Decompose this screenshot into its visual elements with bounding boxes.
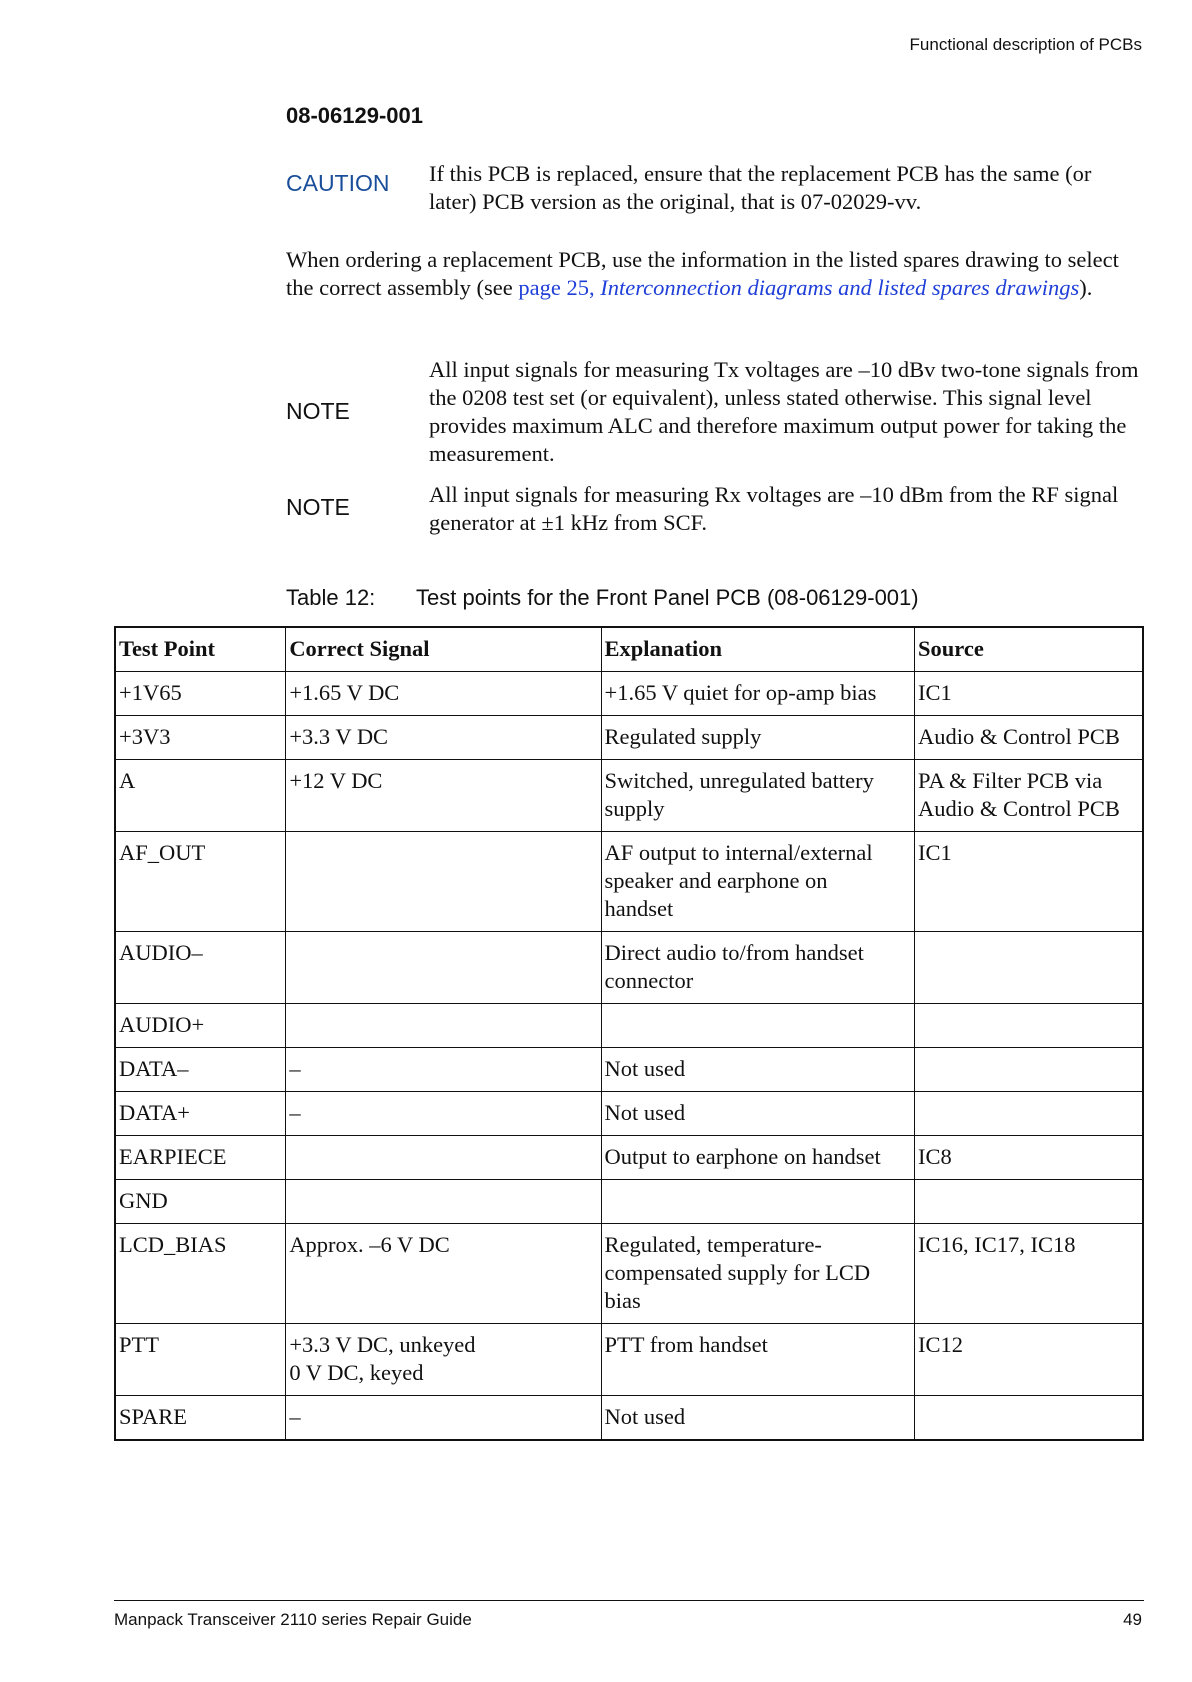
table-cell: +1.65 V DC [286,672,601,716]
table-cell: AF_OUT [115,832,286,932]
table-cell [286,1136,601,1180]
ordering-text-before: When ordering a replacement PCB, use the information in the listed spares drawing to select the correct assembly (see [286,247,1119,300]
table-cell: AF output to internal/external speaker and earphone on handset [601,832,914,932]
table-cell [915,1004,1144,1048]
table-row [115,1224,1143,1324]
table-row [115,932,1143,1004]
table-cell: AUDIO+ [115,1004,286,1048]
table-header-row [115,627,1143,672]
table-cell [915,932,1144,1004]
table-caption-number: Table 12: [286,585,376,610]
table-cell: Audio & Control PCB [915,716,1144,760]
ordering-text-after: ). [1079,275,1093,300]
test-points-table [114,626,1144,1441]
table-row [115,832,1143,932]
table-cell: LCD_BIAS [115,1224,286,1324]
table-cell: Switched, unregulated battery supply [601,760,914,832]
footer-divider [114,1600,1144,1601]
table-cell: GND [115,1180,286,1224]
table-row [115,1004,1143,1048]
table-cell: Output to earphone on handset [601,1136,914,1180]
table-cell: +3.3 V DC, unkeyed 0 V DC, keyed [286,1324,601,1396]
note-label: NOTE [286,494,350,520]
table-cell: PTT from handset [601,1324,914,1396]
footer-document-title: Manpack Transceiver 2110 series Repair Guide [114,1610,472,1629]
table-cell: +1.65 V quiet for op-amp bias [601,672,914,716]
table-cell: IC1 [915,832,1144,932]
table-cell [286,832,601,932]
table-cell: EARPIECE [115,1136,286,1180]
table-cell: A [115,760,286,832]
note-text: All input signals for measuring Tx voltages are –10 dBv two-tone signals from the 0208 test set (or equivalent), unless stated otherwise. This signal level provides maximum ALC and therefore maximum output power for taking the measurement. [429,357,1139,466]
column-header: Test Point [115,627,286,672]
table-cell: DATA+ [115,1092,286,1136]
ordering-paragraph [286,246,1146,302]
table-cell: IC16, IC17, IC18 [915,1224,1144,1324]
xref-title-link[interactable]: Interconnection diagrams and listed spares drawings [600,275,1080,300]
table-cell [286,932,601,1004]
table-cell: AUDIO– [115,932,286,1004]
table-cell: IC1 [915,672,1144,716]
table-cell: IC8 [915,1136,1144,1180]
table-cell [601,1180,914,1224]
table-cell [286,1004,601,1048]
table-cell [915,1092,1144,1136]
table-cell: Not used [601,1396,914,1441]
note-text: All input signals for measuring Rx voltages are –10 dBm from the RF signal generator at ±1 kHz from SCF. [429,482,1119,535]
table-cell: DATA– [115,1048,286,1092]
table-row [115,1048,1143,1092]
caution-block [286,160,1141,216]
table-row [115,1092,1143,1136]
table-cell [915,1396,1144,1441]
note-label: NOTE [286,398,350,424]
table-cell: IC12 [915,1324,1144,1396]
table-row [115,1136,1143,1180]
table-cell [601,1004,914,1048]
table-cell [915,1180,1144,1224]
table-cell [915,1048,1144,1092]
caution-label: CAUTION [286,170,390,196]
table-cell: – [286,1048,601,1092]
table-cell: Not used [601,1048,914,1092]
table-row [115,1396,1143,1441]
column-header: Source [915,627,1144,672]
column-header: Correct Signal [286,627,601,672]
column-header: Explanation [601,627,914,672]
note-block [286,481,1141,537]
table-cell: Not used [601,1092,914,1136]
caution-text: If this PCB is replaced, ensure that the replacement PCB has the same (or later) PCB version as the original, that is 07-02029-vv. [429,161,1092,214]
table-cell: PTT [115,1324,286,1396]
table-row [115,760,1143,832]
table-cell: Regulated, temperature- compensated supply for LCD bias [601,1224,914,1324]
table-cell: PA & Filter PCB via Audio & Control PCB [915,760,1144,832]
xref-page-link[interactable]: page 25, [518,275,601,300]
table-row [115,716,1143,760]
running-header: Functional description of PCBs [909,35,1142,54]
table-row [115,1180,1143,1224]
table-cell: Approx. –6 V DC [286,1224,601,1324]
table-row [115,672,1143,716]
table-cell: +3V3 [115,716,286,760]
table-cell: SPARE [115,1396,286,1441]
table-cell: +3.3 V DC [286,716,601,760]
table-cell: – [286,1396,601,1441]
table-row [115,1324,1143,1396]
table-cell: Direct audio to/from handset connector [601,932,914,1004]
table-cell: – [286,1092,601,1136]
page-number: 49 [1123,1610,1142,1629]
table-caption-title: Test points for the Front Panel PCB (08-06129-001) [416,585,919,610]
note-block [286,356,1141,468]
table-cell: +1V65 [115,672,286,716]
section-heading: 08-06129-001 [286,103,424,128]
table-cell: +12 V DC [286,760,601,832]
table-cell: Regulated supply [601,716,914,760]
table-cell [286,1180,601,1224]
table-caption [286,585,919,611]
